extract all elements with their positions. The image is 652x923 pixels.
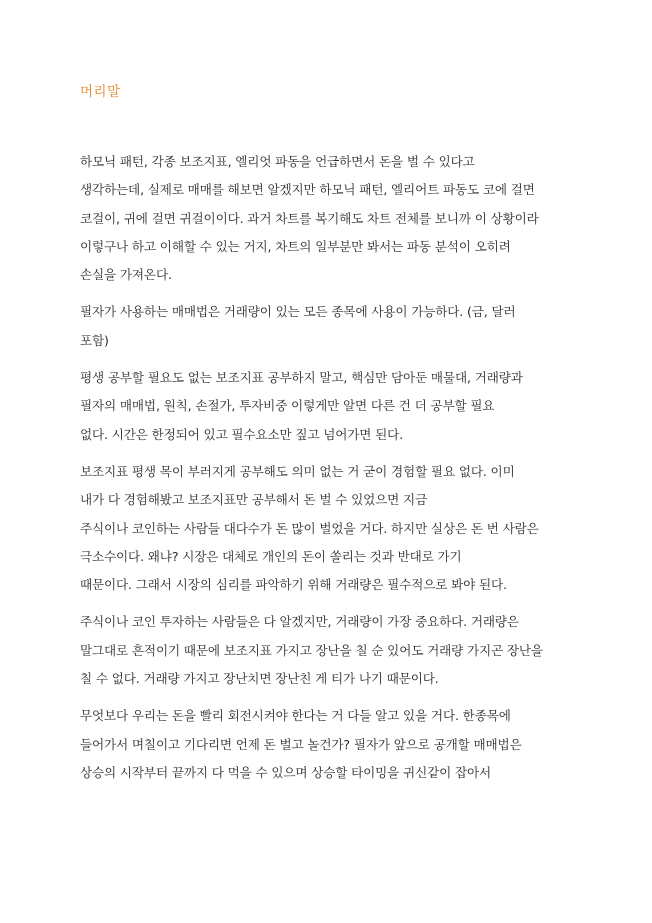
text-line: 주식이나 코인 투자하는 사람들은 다 알겠지만, 거래량이 가장 중요하다. 거래량은 — [80, 614, 519, 630]
text-line: 필자의 매매법, 원칙, 손절가, 투자비중 이렇게만 알면 다른 건 더 공부할 필요 — [80, 398, 495, 414]
paragraph — [80, 458, 580, 599]
paragraph — [80, 148, 580, 289]
text-line: 보조지표 평생 목이 부러지게 공부해도 의미 없는 거 굳이 경험할 필요 없다. 이미 — [80, 463, 515, 479]
text-line: 말그대로 흔적이기 때문에 보조지표 가지고 장난을 칠 순 있어도 거래량 가지곤 장난을 — [80, 642, 543, 658]
text-line: 평생 공부할 필요도 없는 보조지표 공부하지 말고, 핵심만 담아둔 매물대, 거래량과 — [80, 370, 523, 386]
text-line: 필자가 사용하는 매매법은 거래량이 있는 모든 종목에 사용이 가능하다. (금, 달러 — [80, 304, 516, 320]
text-line: 손실을 가져온다. — [80, 267, 172, 283]
paragraph — [80, 364, 580, 449]
section-heading: 머리말 — [80, 84, 121, 100]
text-line: 주식이나 코인하는 사람들 대다수가 돈 많이 벌었을 거다. 하지만 실상은 돈 번 사람은 — [80, 520, 539, 536]
text-line: 상승의 시작부터 끝까지 다 먹을 수 있으며 상승할 타이밍을 귀신같이 잡아서 — [80, 764, 492, 780]
text-line: 극소수이다. 왜냐? 시장은 대체로 개인의 돈이 쏠리는 것과 반대로 가기 — [80, 548, 462, 564]
text-line: 때문이다. 그래서 시장의 심리를 파악하기 위해 거래량은 필수적으로 봐야 된다. — [80, 577, 507, 593]
text-line: 포함) — [80, 332, 109, 348]
paragraph — [80, 298, 580, 355]
paragraph — [80, 608, 580, 693]
text-line: 이렇구나 하고 이해할 수 있는 거지, 차트의 일부분만 봐서는 파동 분석이 오히려 — [80, 238, 511, 254]
text-line: 무엇보다 우리는 돈을 빨리 회전시켜야 한다는 거 다들 알고 있을 거다. 한종목에 — [80, 708, 511, 724]
text-line: 칠 수 없다. 거래량 가지고 장난치면 장난친 게 티가 나기 때문이다. — [80, 671, 439, 687]
text-line: 하모닉 패턴, 각종 보조지표, 엘리엇 파동을 언급하면서 돈을 벌 수 있다고 — [80, 154, 475, 169]
body-text — [80, 148, 580, 796]
text-line: 코걸이, 귀에 걸면 귀걸이이다. 과거 차트를 복기해도 차트 전체를 보니까 이 상황이라 — [80, 210, 539, 226]
text-line: 없다. 시간은 한정되어 있고 필수요소만 짚고 넘어가면 된다. — [80, 426, 404, 442]
text-line: 들어가서 며칠이고 기다리면 언제 돈 벌고 놀건가? 필자가 앞으로 공개할 매매법은 — [80, 736, 522, 752]
text-line: 내가 다 경험해봤고 보조지표만 공부해서 돈 벌 수 있었으면 지금 — [80, 492, 428, 508]
text-line: 생각하는데, 실제로 매매를 해보면 알겠지만 하모닉 패턴, 엘리어트 파동도 코에 걸면 — [80, 182, 535, 198]
paragraph — [80, 702, 580, 787]
